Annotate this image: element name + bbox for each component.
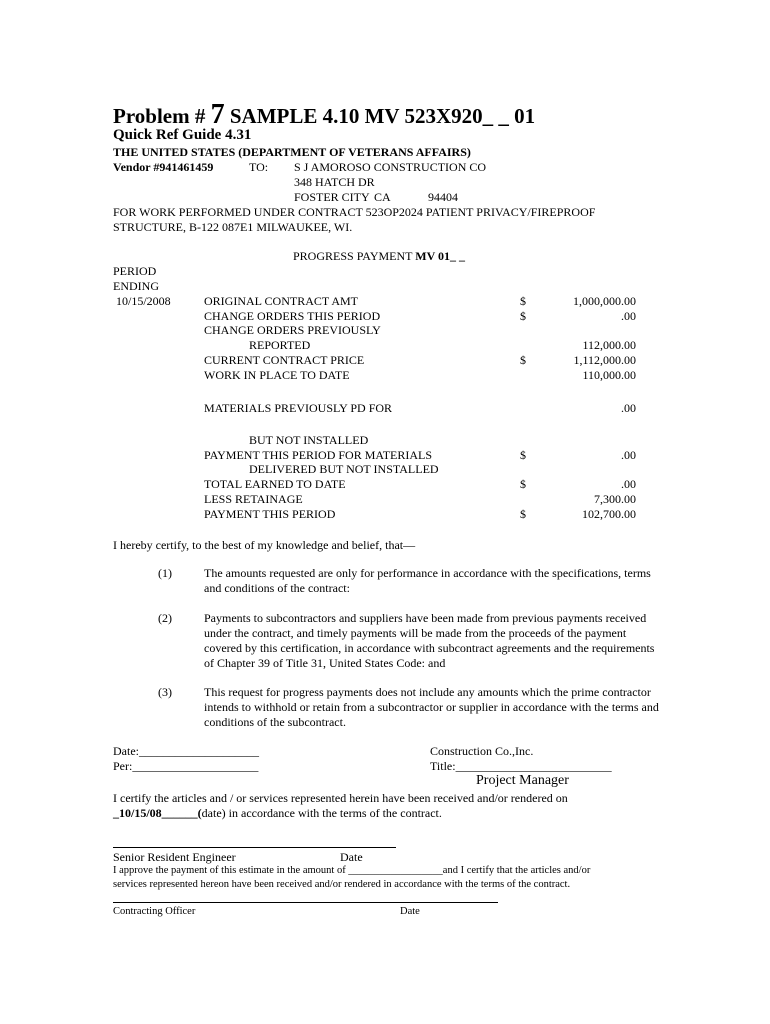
progress-payment-code: MV 01_ _ (415, 249, 466, 263)
cert-item-number: (1) (158, 566, 172, 580)
current-contract-amount: 1,112,000.00 (573, 353, 636, 367)
engineer-date-label: Date (340, 850, 363, 864)
document-subtitle: Quick Ref Guide 4.31 (113, 127, 252, 143)
period-label: PERIOD (113, 264, 157, 278)
original-contract-amount: 1,000,000.00 (573, 294, 636, 308)
delivered-label: DELIVERED BUT NOT INSTALLED (249, 462, 439, 476)
retainage-label: LESS RETAINAGE (204, 492, 303, 506)
cert-item-number: (3) (158, 685, 172, 699)
change-orders-this-dollar: $ (520, 309, 526, 323)
officer-signature-line (113, 902, 498, 903)
period-date: 10/15/2008 (116, 294, 171, 308)
work-description-line1: FOR WORK PERFORMED UNDER CONTRACT 523OP2024 PATIENT PRIVACY/FIREPROOF (113, 205, 596, 219)
zip: 94404 (428, 190, 458, 204)
payment-period-label: PAYMENT THIS PERIOD (204, 507, 336, 521)
approve-payment-line2: services represented hereon have been received and/or rendered in accordance with the terms of the contract. (113, 879, 571, 890)
cert-item-text: The amounts requested are only for performance in accordance with the specifications, terms and conditions of the contract: (204, 566, 651, 595)
to-label: TO: (249, 160, 269, 174)
materials-prev-label: MATERIALS PREVIOUSLY PD FOR (204, 401, 393, 415)
total-earned-amount: .00 (621, 477, 636, 491)
title-field: Title:__________________________ (430, 759, 612, 773)
per-field: Per:_____________________ (113, 759, 259, 773)
title-value: Project Manager (476, 773, 569, 788)
title-prefix: Problem # (113, 104, 206, 128)
contractor-name: S J AMOROSO CONSTRUCTION CO (294, 160, 487, 174)
work-in-place-amount: 110,000.00 (582, 368, 636, 382)
progress-payment-label: PROGRESS PAYMENT (293, 249, 413, 263)
date-field: Date:____________________ (113, 744, 259, 758)
payment-materials-label: PAYMENT THIS PERIOD FOR MATERIALS (204, 448, 433, 462)
cert-item-text: This request for progress payments does not include any amounts which the prime contractor intends to withhold or retain from a subcontractor or supplier in accordance with the terms and conditions of the subcontract. (204, 685, 659, 729)
receipt-certify-line: I certify the articles and / or services represented herein have been received and/or rendered on (113, 791, 568, 805)
ending-label: ENDING (113, 279, 159, 293)
payment-materials-dollar: $ (520, 448, 526, 462)
officer-label: Contracting Officer (113, 906, 196, 917)
progress-payment-heading (293, 249, 465, 264)
engineer-label: Senior Resident Engineer (113, 850, 236, 864)
not-installed-label: BUT NOT INSTALLED (249, 433, 369, 447)
engineer-signature-line (113, 847, 396, 848)
approve-payment-line1: I approve the payment of this estimate in the amount of __________________and I certify that the articles and/or (113, 865, 591, 876)
change-orders-prev-reported: REPORTED (249, 338, 311, 352)
total-earned-dollar: $ (520, 477, 526, 491)
company-name: Construction Co.,Inc. (430, 744, 534, 758)
work-description-line2: STRUCTURE, B-122 087E1 MILWAUKEE, WI. (113, 220, 353, 234)
retainage-amount: 7,300.00 (594, 492, 636, 506)
cert-item-text: Payments to subcontractors and suppliers have been made from previous payments received under the contract, and timely payments will be made from the proceeds of the payment covered by this certification, in accordance with subcontract agreements and the requirements of Chapter 39 of Title 31, United States Code: and (204, 611, 655, 670)
original-contract-dollar: $ (520, 294, 526, 308)
receipt-date-line (113, 806, 442, 821)
receipt-date-value: _10/15/08______( (113, 806, 202, 820)
change-orders-prev-label: CHANGE ORDERS PREVIOUSLY (204, 323, 381, 337)
address-line: 348 HATCH DR (294, 175, 375, 189)
work-in-place-label: WORK IN PLACE TO DATE (204, 368, 350, 382)
change-orders-this-label: CHANGE ORDERS THIS PERIOD (204, 309, 381, 323)
materials-prev-amount: .00 (621, 401, 636, 415)
current-contract-label: CURRENT CONTRACT PRICE (204, 353, 365, 367)
change-orders-this-amount: .00 (621, 309, 636, 323)
officer-date-label: Date (400, 906, 420, 917)
certification-intro: I hereby certify, to the best of my knowledge and belief, that— (113, 538, 416, 552)
payment-period-amount: 102,700.00 (582, 507, 636, 521)
cert-item-number: (2) (158, 611, 172, 625)
current-contract-dollar: $ (520, 353, 526, 367)
payment-materials-amount: .00 (621, 448, 636, 462)
change-orders-prev-amount: 112,000.00 (582, 338, 636, 352)
problem-number: 7 (210, 99, 225, 130)
original-contract-label: ORIGINAL CONTRACT AMT (204, 294, 359, 308)
receipt-date-rest: date) in accordance with the terms of the contract. (201, 806, 442, 820)
agency-line: THE UNITED STATES (DEPARTMENT OF VETERANS AFFAIRS) (113, 145, 471, 159)
state: CA (374, 190, 391, 204)
city: FOSTER CITY (294, 190, 370, 204)
vendor-number: Vendor #941461459 (113, 160, 214, 174)
total-earned-label: TOTAL EARNED TO DATE (204, 477, 346, 491)
title-suffix: SAMPLE 4.10 MV 523X920_ _ 01 (229, 104, 536, 128)
payment-period-dollar: $ (520, 507, 526, 521)
